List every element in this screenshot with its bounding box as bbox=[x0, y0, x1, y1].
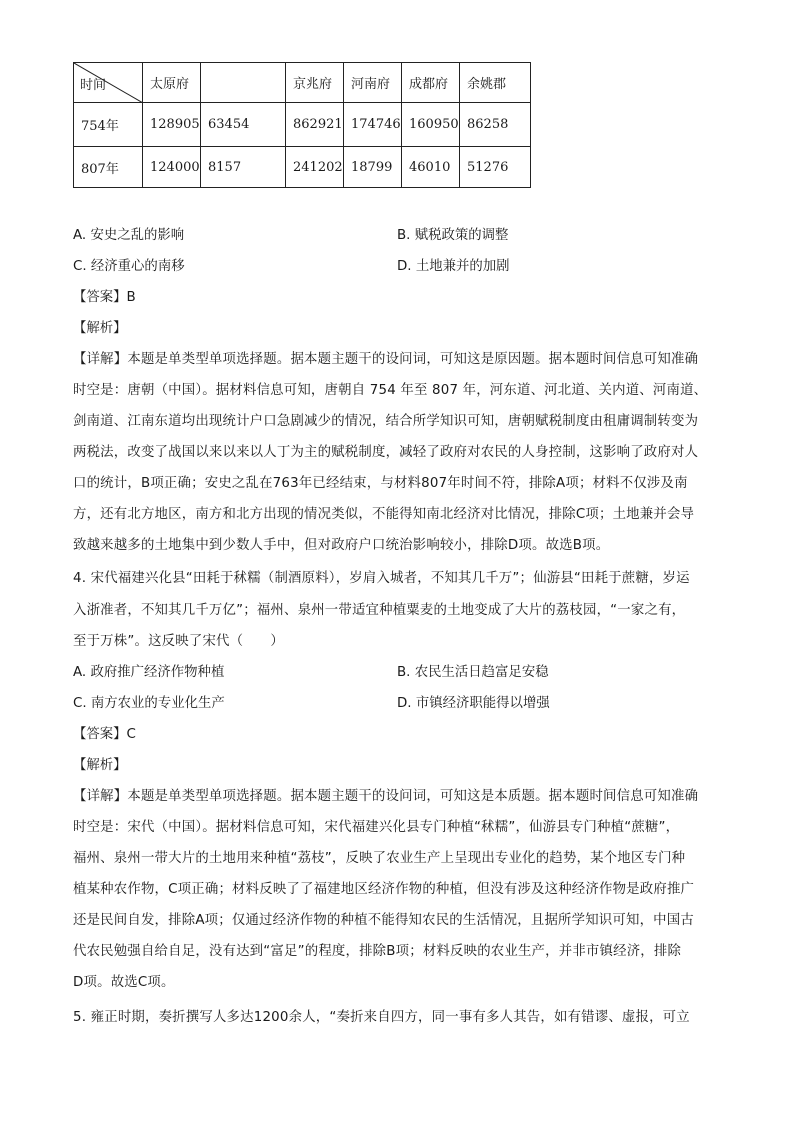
q3-detail-line: 时空是：唐朝（中国）。据材料信息可知，唐朝自 754 年至 807 年，河东道、河北道、关内道、河南道、 bbox=[73, 383, 708, 398]
q4-detail-line: 【详解】本题是单类型单项选择题。据本题主题干的设问词，可知这是本质题。据本题时间信息可知准确 bbox=[73, 789, 699, 804]
corner-label: 时间 bbox=[80, 78, 107, 93]
q3-detail-line: 致越来越多的土地集中到少数人手中，但对政府户口统治影响较小，排除D项。故选B项。 bbox=[73, 538, 610, 553]
table-cell: 128905 bbox=[143, 103, 201, 147]
q4-detail-line: 时空是：宋代（中国）。据材料信息可知，宋代福建兴化县专门种植“秫糯”，仙游县专门种植“蔗糖”， bbox=[73, 820, 680, 835]
q4-detail-line: 植某种农作物，C项正确；材料反映了了福建地区经济作物的种植，但没有涉及这种经济作物是政府推广 bbox=[73, 882, 695, 897]
table-header-cell: 成都府 bbox=[402, 63, 460, 103]
q3-option-d: D. 土地兼并的加剧 bbox=[397, 259, 510, 274]
table-cell: 174746 bbox=[344, 103, 402, 147]
q4-detail-line: D项。故选C项。 bbox=[73, 975, 175, 990]
table-header-cell: 京兆府 bbox=[286, 63, 344, 103]
household-statistics-table bbox=[73, 62, 531, 188]
table-row bbox=[74, 103, 531, 147]
q4-stem-line: 入浙准者，不知其几千万亿”；福州、泉州一带适宜种植粟麦的土地变成了大片的荔枝园，“一家之有， bbox=[73, 603, 686, 618]
q5-stem-line: 5. 雍正时期，奏折撰写人多达1200余人，“奏折来自四方，同一事有多人其告，如有错谬、虚报，可立 bbox=[73, 1010, 690, 1025]
table-cell: 862921 bbox=[286, 103, 344, 147]
table-header-cell: 太原府 bbox=[143, 63, 201, 103]
q4-option-b: B. 农民生活日趋富足安稳 bbox=[397, 665, 549, 680]
table-cell: 160950 bbox=[402, 103, 460, 147]
q4-detail-line: 代农民勉强自给自足，没有达到“富足”的程度，排除B项；材料反映的农业生产，并非市镇经济，排除 bbox=[73, 944, 682, 959]
table-cell: 124000 bbox=[143, 147, 201, 188]
q3-analysis-label: 【解析】 bbox=[73, 321, 127, 336]
q4-answer: 【答案】C bbox=[73, 727, 136, 742]
q4-option-a: A. 政府推广经济作物种植 bbox=[73, 665, 225, 680]
q4-analysis-label: 【解析】 bbox=[73, 758, 127, 773]
table-cell: 18799 bbox=[344, 147, 402, 188]
table-row bbox=[74, 147, 531, 188]
table-header-cell bbox=[201, 63, 286, 103]
table-cell: 241202 bbox=[286, 147, 344, 188]
q3-detail-line: 口的统计，B项正确；安史之乱在763年已经结束，与材料807年时间不符，排除A项；材料不仅涉及南 bbox=[73, 476, 688, 491]
q3-option-c: C. 经济重心的南移 bbox=[73, 259, 185, 274]
table-cell: 63454 bbox=[201, 103, 286, 147]
table-header-cell: 河南府 bbox=[344, 63, 402, 103]
q3-detail-line: 【详解】本题是单类型单项选择题。据本题主题干的设问词，可知这是原因题。据本题时间信息可知准确 bbox=[73, 352, 699, 367]
q3-option-b: B. 赋税政策的调整 bbox=[397, 228, 509, 243]
table-corner-cell bbox=[74, 63, 143, 103]
q4-detail-line: 还是民间自发，排除A项；仅通过经济作物的种植不能得知农民的生活情况，且据所学知识可知，中国古 bbox=[73, 913, 694, 928]
q4-option-c: C. 南方农业的专业化生产 bbox=[73, 696, 225, 711]
table-cell: 46010 bbox=[402, 147, 460, 188]
q3-detail-line: 两税法，改变了战国以来以来以人丁为主的赋税制度，减轻了政府对农民的人身控制，这影响了政府对人 bbox=[73, 445, 699, 460]
table-row-year: 807年 bbox=[74, 147, 143, 188]
q3-option-a: A. 安史之乱的影响 bbox=[73, 228, 185, 243]
table-cell: 86258 bbox=[460, 103, 531, 147]
q4-stem-line: 至于万株”。这反映了宋代（ ） bbox=[73, 634, 284, 649]
table-cell: 8157 bbox=[201, 147, 286, 188]
q3-detail-line: 剑南道、江南东道均出现统计户口急剧减少的情况，结合所学知识可知，唐朝赋税制度由租庸调制转变为 bbox=[73, 414, 699, 429]
q3-detail-line: 方，还有北方地区，南方和北方出现的情况类似，不能得知南北经济对比情况，排除C项；土地兼并会导 bbox=[73, 507, 695, 522]
table-header-row bbox=[74, 63, 531, 103]
q4-detail-line: 福州、泉州一带大片的土地用来种植“荔枝”，反映了农业生产上呈现出专业化的趋势，某个地区专门种 bbox=[73, 851, 686, 866]
table-cell: 51276 bbox=[460, 147, 531, 188]
table-row-year: 754年 bbox=[74, 103, 143, 147]
table-header-cell: 余姚郡 bbox=[460, 63, 531, 103]
q4-option-d: D. 市镇经济职能得以增强 bbox=[397, 696, 550, 711]
q4-stem-line: 4. 宋代福建兴化县“田耗于秫糯（制酒原料），岁肩入城者，不知其几千万”；仙游县“田耗于蔗糖，岁运 bbox=[73, 571, 690, 586]
q3-answer: 【答案】B bbox=[73, 290, 136, 305]
